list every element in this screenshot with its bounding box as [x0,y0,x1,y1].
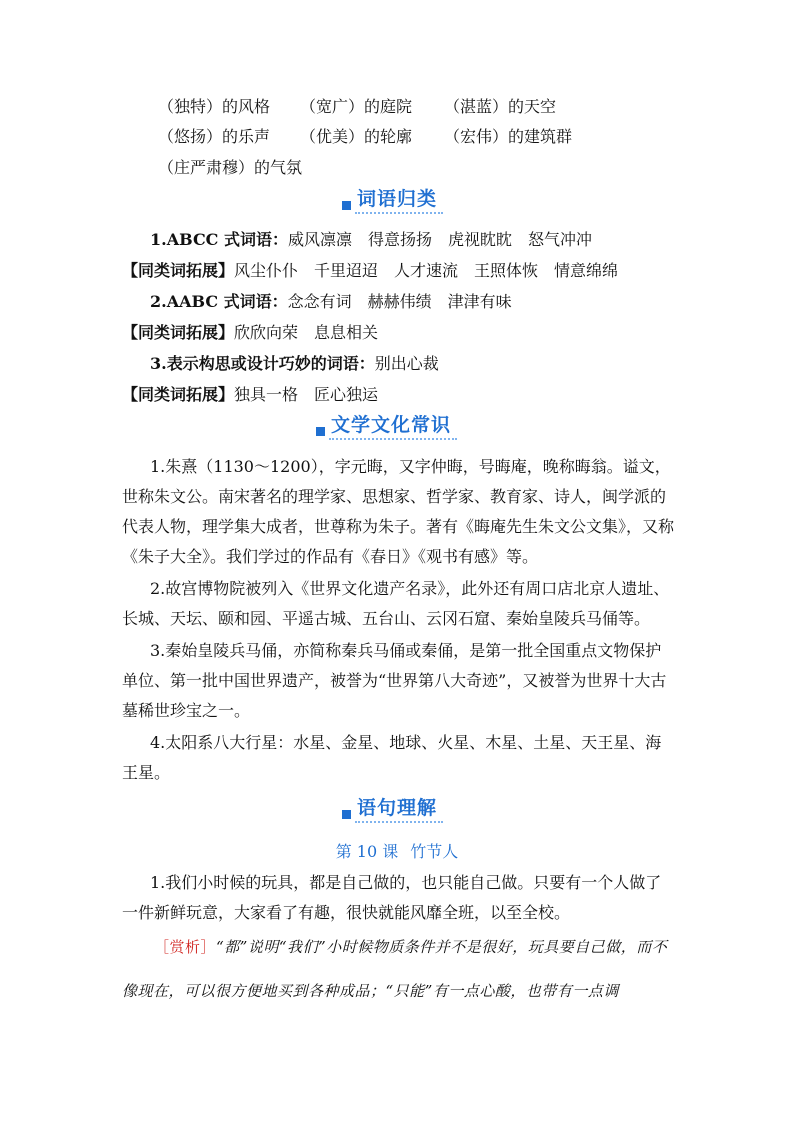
section-title-text: 语句理解 [355,796,443,823]
word-line [122,385,378,405]
word-line-text: 欣欣向荣 息息相关 [234,323,379,342]
square-bullet-icon [342,810,351,819]
phrase: （优美）的轮廓 [300,127,413,146]
word-line-text: 独具一格 匠心独运 [234,385,379,404]
word-line-text: 威风凛凛 得意扬扬 虎视眈眈 怒气冲冲 [287,230,592,249]
word-line [122,261,618,281]
word-line [150,230,592,250]
word-line-label: 【同类词拓展】 [122,323,235,342]
analysis-text: “都”说明“我们”小时候物质条件并不是很好，玩具要自己做，而不像现在，可以很方便地买到各种成品；“只能”有一点心酸，也带有一点调 [122,938,668,1000]
sentence-text: 1.我们小时候的玩具，都是自己做的，也只能自己做。只要有一个人做了一件新鲜玩意，大家看了有趣，很快就能风靡全班，以至全校。 [122,873,662,922]
section-title-text: 文学文化常识 [329,413,457,440]
phrase: （湛蓝）的天空 [444,97,557,116]
word-line-text: 风尘仆仆 千里迢迢 人才速流 王照体恢 情意绵绵 [234,261,619,280]
square-bullet-icon [316,427,325,436]
section-title-words [342,188,443,214]
word-line-label: 1.ABCC 式词语： [150,230,288,249]
word-line [122,323,378,343]
culture-paragraph: 1.朱熹（1130～1200），字元晦，又字仲晦，号晦庵，晚称晦翁。谥文，世称朱文公。南宋著名的理学家、思想家、哲学家、教育家、诗人，闽学派的代表人物，理学集大成者，世尊称为朱子。著有《晦庵先生朱文公文集》，又称《朱子大全》。我们学过的作品有《春日》《观书有感》等。 [122,457,675,566]
culture-paragraphs [122,452,674,788]
section-title-sentences [342,797,443,823]
word-line-label: 3.表示构思或设计巧妙的词语： [150,354,375,373]
word-line-label: 【同类词拓展】 [122,385,235,404]
lesson-name: 竹节人 [410,842,459,861]
word-line [150,354,439,374]
analysis-tag: ［赏析］ [154,938,217,956]
phrase: （悠扬）的乐声 [158,127,271,146]
phrase: （庄严肃穆）的气氛 [158,158,303,177]
word-line-label: 【同类词拓展】 [122,261,235,280]
word-line-text: 别出心裁 [374,354,439,373]
word-line-text: 念念有词 赫赫伟绩 津津有味 [287,292,512,311]
lesson-heading [0,842,794,862]
section-title-culture [316,414,457,440]
analysis-block [122,925,676,1013]
word-line [150,292,512,312]
phrase: （独特）的风格 [158,97,271,116]
phrase: （宽广）的庭院 [300,97,413,116]
culture-paragraph: 4.太阳系八大行星：水星、金星、地球、火星、木星、土星、天王星、海王星。 [122,733,662,782]
culture-paragraph: 2.故宫博物院被列入《世界文化遗产名录》，此外还有周口店北京人遗址、长城、天坛、颐和园、平遥古城、五台山、云冈石窟、秦始皇陵兵马俑等。 [122,579,670,628]
sentence-paragraph [122,868,672,928]
phrase: （宏伟）的建筑群 [444,127,573,146]
square-bullet-icon [342,201,351,210]
word-line-label: 2.AABC 式词语： [150,292,288,311]
culture-paragraph: 3.秦始皇陵兵马俑，亦简称秦兵马俑或秦俑，是第一批全国重点文物保护单位、第一批中国世界遗产，被誉为“世界第八大奇迹”，又被誉为世界十大古墓稀世珍宝之一。 [122,641,667,720]
section-title-text: 词语归类 [355,187,443,214]
lesson-number: 第 10 课 [335,842,399,861]
